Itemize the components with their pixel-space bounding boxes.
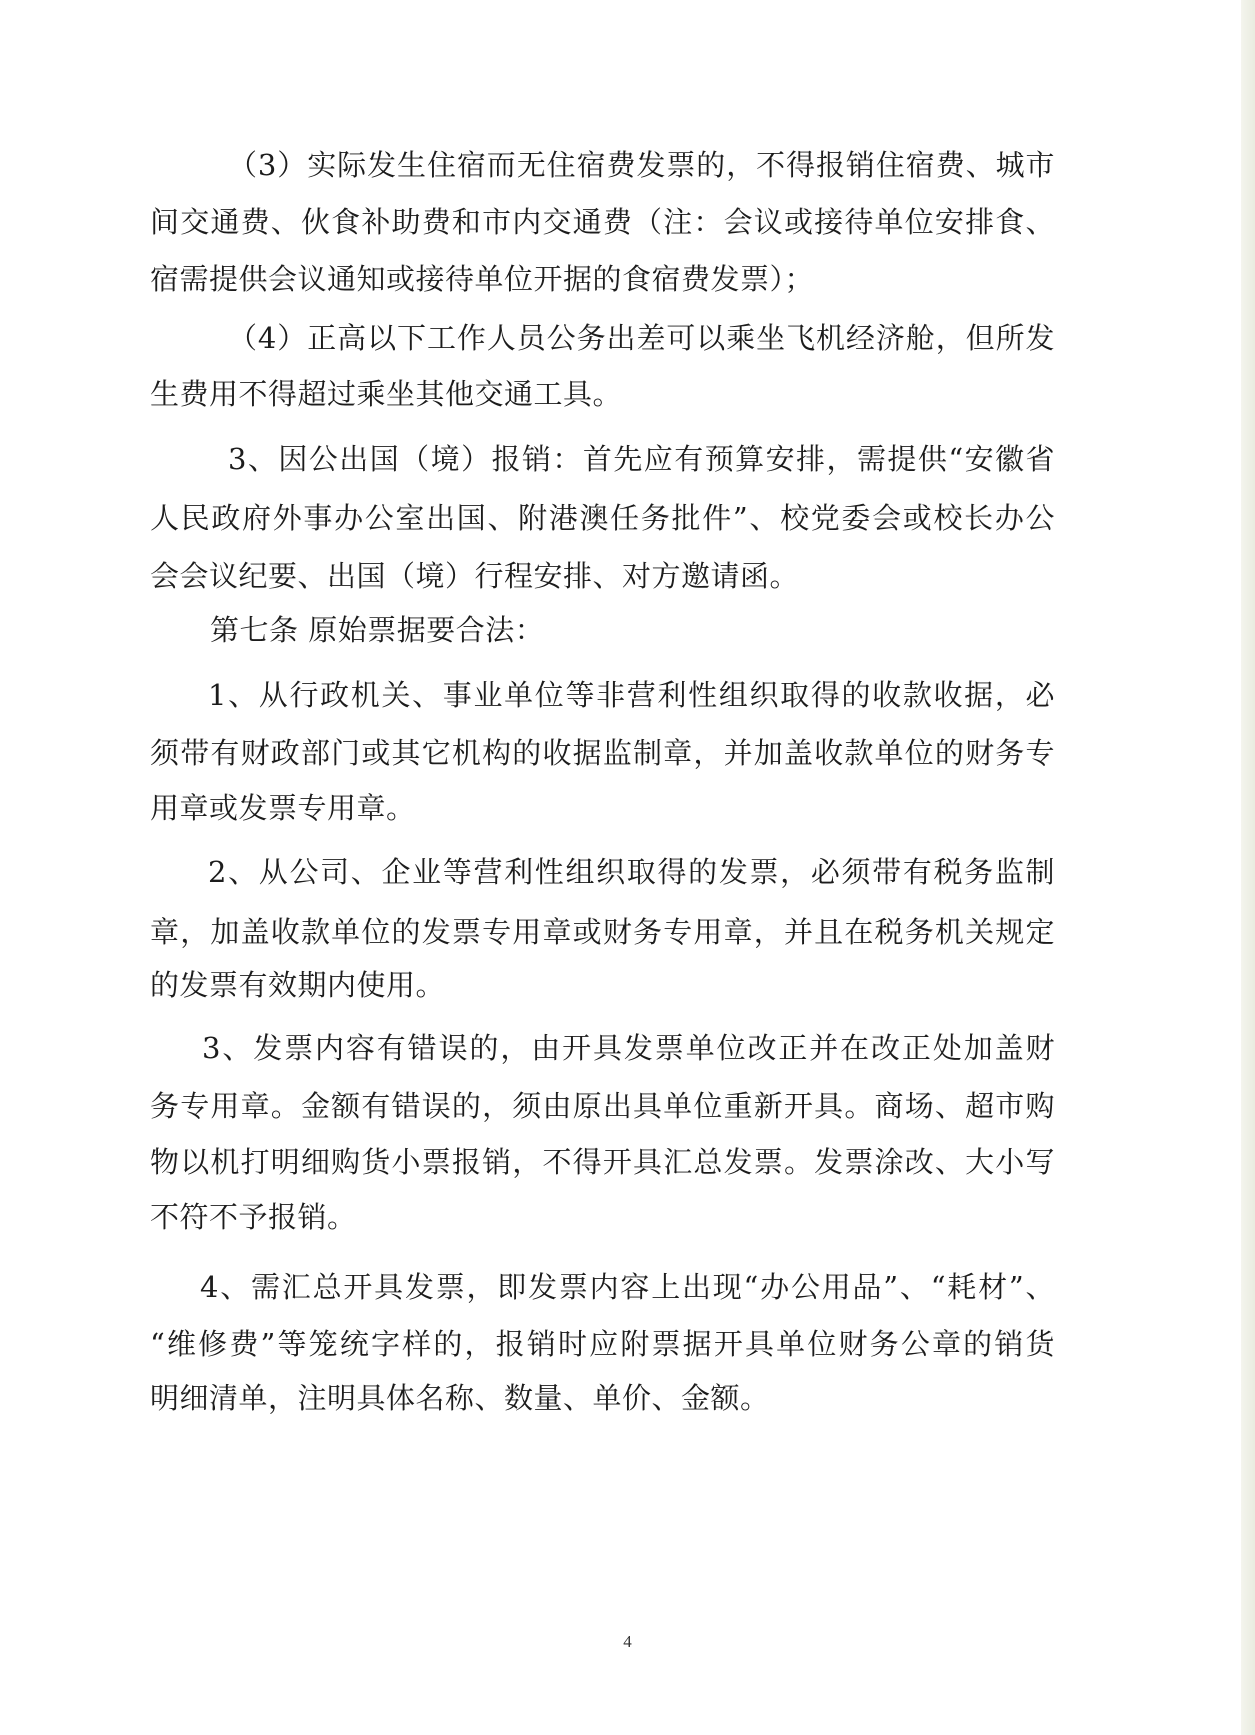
text-line: 不符不予报销。	[150, 1200, 357, 1234]
text-line: 人民政府外事办公室出国、附港澳任务批件”、校党委会或校长办公	[150, 501, 1055, 535]
text-line: 4、需汇总开具发票，即发票内容上出现“办公用品”、“耗材”、	[200, 1270, 1055, 1304]
text-line: 3、发票内容有错误的，由开具发票单位改正并在改正处加盖财	[202, 1031, 1055, 1065]
text-line: 2、从公司、企业等营利性组织取得的发票，必须带有税务监制	[208, 855, 1055, 889]
text-line: 间交通费、伙食补助费和市内交通费（注：会议或接待单位安排食、	[150, 205, 1055, 239]
text-line: 1、从行政机关、事业单位等非营利性组织取得的收款收据，必	[208, 678, 1055, 712]
text-line: 生费用不得超过乘坐其他交通工具。	[150, 377, 623, 411]
text-line: 章，加盖收款单位的发票专用章或财务专用章，并且在税务机关规定	[150, 915, 1055, 949]
scan-edge	[1241, 0, 1255, 1735]
text-line: （3）实际发生住宿而无住宿费发票的，不得报销住宿费、城市	[228, 148, 1055, 182]
page-number: 4	[623, 1632, 632, 1651]
text-line: 的发票有效期内使用。	[150, 968, 446, 1002]
text-line: 须带有财政部门或其它机构的收据监制章，并加盖收款单位的财务专	[150, 736, 1055, 770]
text-line: （4）正高以下工作人员公务出差可以乘坐飞机经济舱，但所发	[228, 321, 1055, 355]
text-line: “维修费”等笼统字样的，报销时应附票据开具单位财务公章的销货	[150, 1327, 1055, 1361]
text-line: 务专用章。金额有错误的，须由原出具单位重新开具。商场、超市购	[150, 1089, 1055, 1123]
text-line: 3、因公出国（境）报销：首先应有预算安排，需提供“安徽省	[228, 442, 1055, 476]
text-line: 会会议纪要、出国（境）行程安排、对方邀请函。	[150, 559, 800, 593]
text-line: 明细清单，注明具体名称、数量、单价、金额。	[150, 1381, 770, 1415]
section-heading: 第七条 原始票据要合法：	[210, 613, 545, 647]
text-line: 宿需提供会议通知或接待单位开据的食宿费发票）；	[150, 262, 815, 296]
text-line: 物以机打明细购货小票报销，不得开具汇总发票。发票涂改、大小写	[150, 1145, 1055, 1179]
text-line: 用章或发票专用章。	[150, 791, 416, 825]
